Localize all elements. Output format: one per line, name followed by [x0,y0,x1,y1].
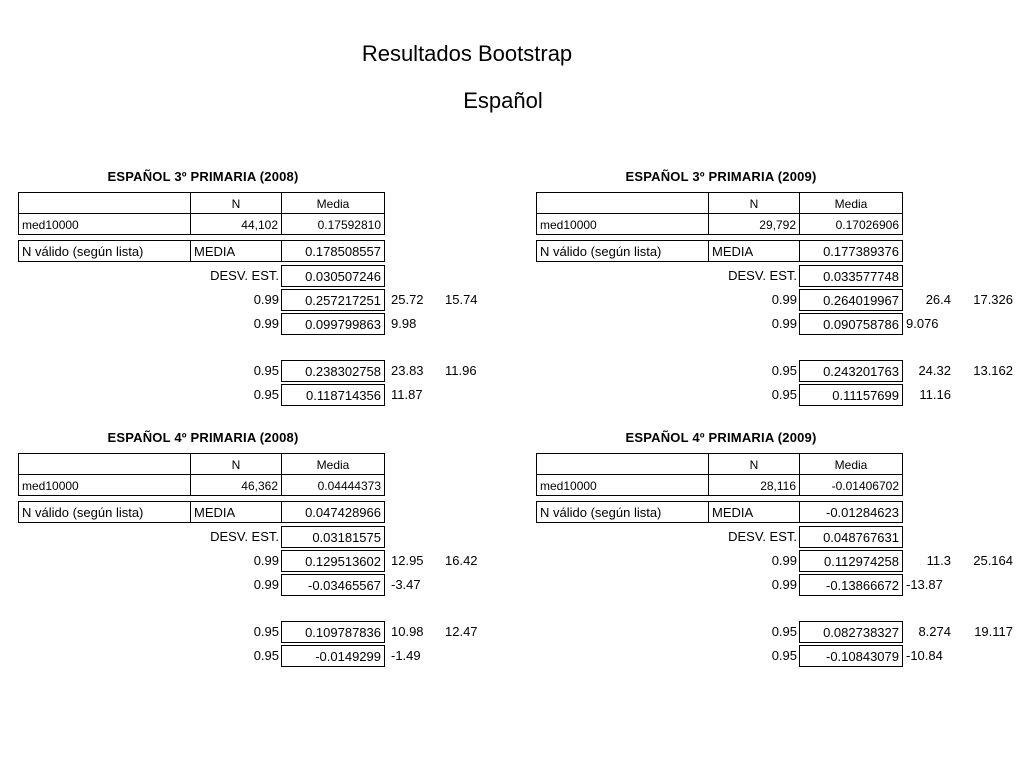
desv-label: DESV. EST. [210,529,279,544]
row-valid-media-label: MEDIA [708,240,800,262]
header-n: N [708,192,800,214]
header-empty-cell [18,453,191,475]
row-med10000-label: med10000 [536,213,709,235]
desv-value: 0.030507246 [281,265,385,287]
row-med10000-n: 44,102 [190,213,282,235]
ci95-hi-level: 0.95 [771,363,797,378]
ci99-lo-level: 0.99 [253,577,279,592]
ci95-lo-pct: 11.87 [391,387,423,402]
row-med10000-media: -0.01406702 [799,474,903,496]
stats-table-3-2009 [536,169,1016,424]
ci95-hi-pct: 8.274 [918,624,951,639]
ci99-hi-level: 0.99 [253,292,279,307]
row-med10000-label: med10000 [18,474,191,496]
ci95-hi-value: 0.109787836 [281,621,385,643]
ci99-lo-value: 0.090758786 [799,313,903,335]
ci99-lo-pct: 9.076 [906,316,939,331]
row-med10000-label: med10000 [18,213,191,235]
row-valid-media-label: MEDIA [190,501,282,523]
stats-table-4-2009 [536,430,1016,685]
desv-value: 0.048767631 [799,526,903,548]
ci95-lo-level: 0.95 [771,648,797,663]
stats-table-4-2008 [18,430,498,685]
row-valid-label: N válido (según lista) [18,240,191,262]
ci99-hi-value: 0.257217251 [281,289,385,311]
row-valid-label: N válido (según lista) [536,240,709,262]
header-empty-cell [536,453,709,475]
desv-value: 0.033577748 [799,265,903,287]
header-n: N [190,192,282,214]
table-title: ESPAÑOL 3º PRIMARIA (2008) [107,169,299,184]
ci95-hi-value: 0.238302758 [281,360,385,382]
ci95-hi-value: 0.082738327 [799,621,903,643]
ci99-hi-pct: 26.4 [925,292,951,307]
header-media: Media [281,453,385,475]
ci99-hi-extra: 25.164 [973,553,1013,568]
ci95-lo-level: 0.95 [771,387,797,402]
row-valid-media-value: 0.178508557 [281,240,385,262]
ci99-lo-value: 0.099799863 [281,313,385,335]
ci99-hi-pct: 11.3 [926,553,951,568]
desv-value: 0.03181575 [281,526,385,548]
page-subtitle: Español [463,88,543,113]
ci95-hi-extra: 19.117 [974,624,1013,639]
ci99-hi-value: 0.112974258 [799,550,903,572]
ci95-lo-pct: -10.84 [906,648,943,663]
ci99-hi-extra: 17.326 [973,292,1013,307]
ci95-hi-level: 0.95 [253,363,279,378]
ci99-hi-extra: 15.74 [445,292,478,307]
ci95-hi-extra: 12.47 [445,624,478,639]
ci99-hi-pct: 12.95 [391,553,424,568]
header-media: Media [799,192,903,214]
ci99-hi-value: 0.129513602 [281,550,385,572]
ci95-lo-value: 0.118714356 [281,384,385,406]
header-n: N [190,453,282,475]
ci99-lo-pct: -13.87 [906,577,943,592]
ci99-hi-level: 0.99 [253,553,279,568]
row-med10000-media: 0.17026906 [799,213,903,235]
ci99-lo-value: -0.13866672 [799,574,903,596]
table-title: ESPAÑOL 3º PRIMARIA (2009) [625,169,817,184]
ci99-hi-level: 0.99 [771,292,797,307]
ci99-lo-pct: 9.98 [391,316,417,331]
ci99-lo-value: -0.03465567 [281,574,385,596]
row-med10000-n: 29,792 [708,213,800,235]
row-valid-label: N válido (según lista) [536,501,709,523]
ci99-hi-extra: 16.42 [445,553,478,568]
page-title: Resultados Bootstrap [361,41,573,66]
ci99-hi-level: 0.99 [771,553,797,568]
row-valid-media-value: 0.047428966 [281,501,385,523]
ci95-hi-pct: 10.98 [391,624,424,639]
ci95-hi-value: 0.243201763 [799,360,903,382]
ci95-lo-value: -0.0149299 [281,645,385,667]
row-valid-media-value: 0.177389376 [799,240,903,262]
desv-label: DESV. EST. [728,529,797,544]
table-title: ESPAÑOL 4º PRIMARIA (2009) [625,430,817,445]
ci99-hi-value: 0.264019967 [799,289,903,311]
ci95-hi-extra: 13.162 [973,363,1013,378]
row-med10000-n: 46,362 [190,474,282,496]
row-med10000-n: 28,116 [708,474,800,496]
header-media: Media [281,192,385,214]
stats-table-3-2008 [18,169,498,424]
ci95-hi-extra: 11.96 [445,363,477,378]
header-empty-cell [536,192,709,214]
header-media: Media [799,453,903,475]
ci95-lo-pct: 11.16 [919,387,951,402]
row-valid-media-label: MEDIA [708,501,800,523]
row-med10000-media: 0.17592810 [281,213,385,235]
ci95-lo-pct: -1.49 [391,648,421,663]
header-empty-cell [18,192,191,214]
ci95-hi-level: 0.95 [253,624,279,639]
desv-label: DESV. EST. [728,268,797,283]
ci95-hi-pct: 23.83 [391,363,424,378]
table-title: ESPAÑOL 4º PRIMARIA (2008) [107,430,299,445]
ci95-hi-pct: 24.32 [918,363,951,378]
ci99-lo-level: 0.99 [771,577,797,592]
row-med10000-media: 0.04444373 [281,474,385,496]
row-valid-media-value: -0.01284623 [799,501,903,523]
row-valid-media-label: MEDIA [190,240,282,262]
ci95-lo-value: -0.10843079 [799,645,903,667]
row-valid-label: N válido (según lista) [18,501,191,523]
ci95-lo-level: 0.95 [253,387,279,402]
ci99-lo-level: 0.99 [771,316,797,331]
ci95-lo-value: 0.11157699 [799,384,903,406]
row-med10000-label: med10000 [536,474,709,496]
desv-label: DESV. EST. [210,268,279,283]
ci95-lo-level: 0.95 [253,648,279,663]
ci99-lo-pct: -3.47 [391,577,421,592]
header-n: N [708,453,800,475]
ci99-hi-pct: 25.72 [391,292,424,307]
ci99-lo-level: 0.99 [253,316,279,331]
ci95-hi-level: 0.95 [771,624,797,639]
